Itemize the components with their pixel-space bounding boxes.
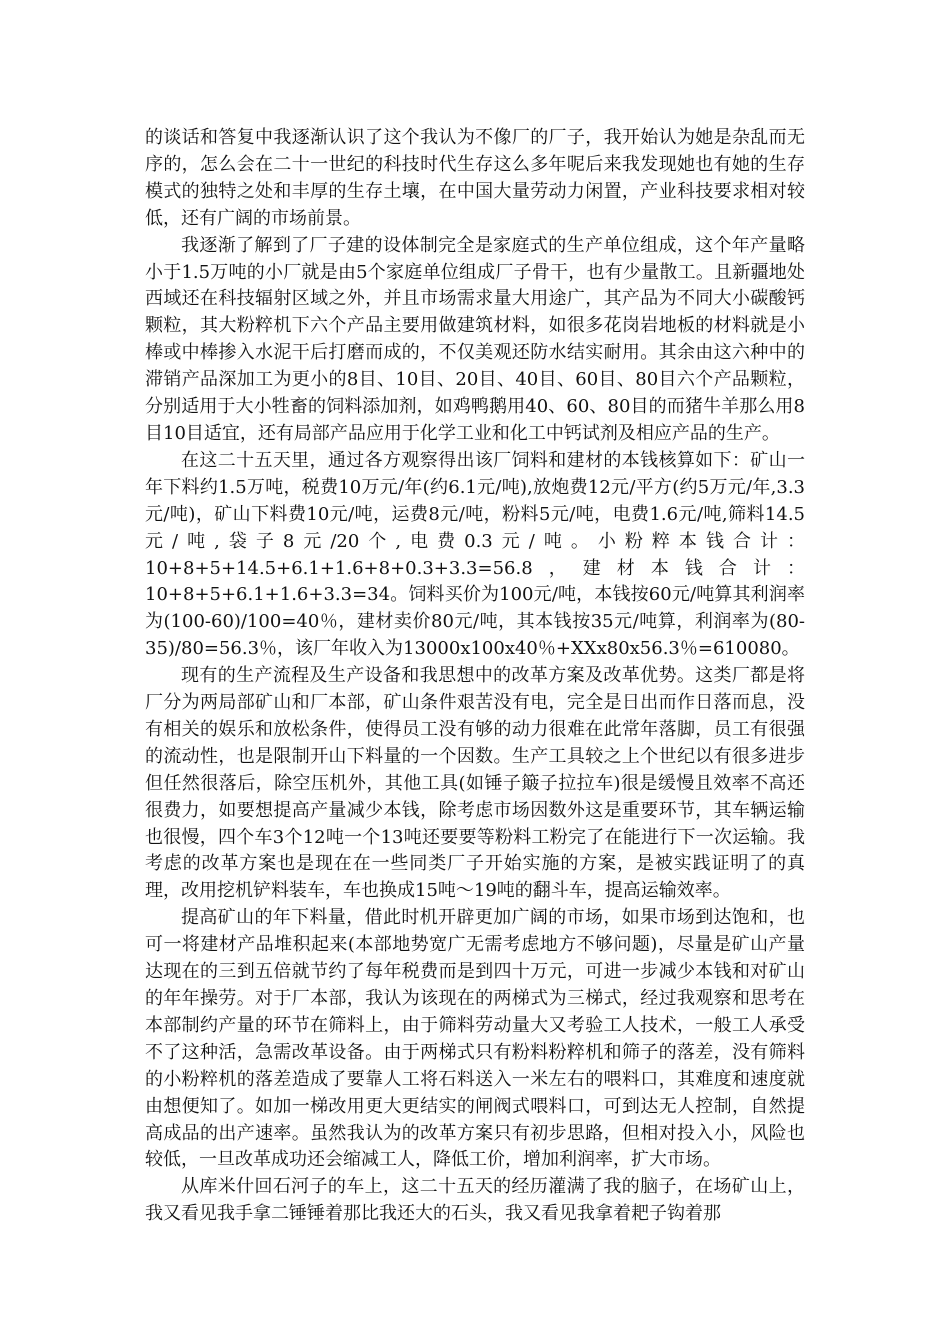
document-body: [145, 125, 805, 1228]
paragraph-cost-accounting: 在这二十五天里，通过各方观察得出该厂饲料和建材的本钱核算如下：矿山一年下料约1.5万吨，税费10万元/年(约6.1元/吨),放炮费12元/平方(约5万元/年,3.3元/吨)，矿山下料费10元/吨，运费8元/吨，粉料5元/吨，电费1.6元/吨,筛料14.5元/吨,袋子8元/20个,电费0.3元/吨。小粉粹本钱合计：10+8+5+14.5+6.1+1.6+8+0.3+3.3=56.8，建材本钱合计：10+8+5+6.1+1.6+3.3=34。饲料买价为100元/吨，本钱按60元/吨算其利润率为(100-60)/100=40％，建材卖价80元/吨，其本钱按35元/吨算，利润率为(80-35)/80=56.3％，该厂年收入为13000x100x40％+XXx80x56.3％=610080。: [145, 449, 805, 660]
paragraph-continuation: 的谈话和答复中我逐渐认识了这个我认为不像厂的厂子，我开始认为她是杂乱而无序的，怎么会在二十一世纪的科技时代生存这么多年呢后来我发现她也有她的生存模式的独特之处和丰厚的生存土壤，在中国大量劳动力闲置，产业科技要求相对较低，还有广阔的市场前景。: [145, 127, 805, 229]
paragraph-production-process: 现有的生产流程及生产设备和我思想中的改革方案及改革优势。这类厂都是将厂分为两局部矿山和厂本部，矿山条件艰苦没有电，完全是日出而作日落而息，没有相关的娱乐和放松条件，使得员工没有够的动力很难在此常年落脚，员工有很强的流动性，也是限制开山下料量的一个因数。生产工具较之上个世纪以有很多进步但任然很落后，除空压机外，其他工具(如锤子簸子拉拉车)很是缓慢且效率不高还很费力，如要想提高产量减少本钱，除考虑市场因数外这是重要环节，其车辆运输也很慢，四个车3个12吨一个13吨还要要等粉料工粉完了在能进行下一次运输。我考虑的改革方案也是现在在一些同类厂子开始实施的方案，是被实践证明了的真理，改用挖机铲料装车，车也换成15吨～19吨的翻斗车，提高运输效率。: [145, 665, 805, 902]
paragraph-factory-structure: 我逐渐了解到了厂子建的设体制完全是家庭式的生产单位组成，这个年产量略小于1.5万吨的小厂就是由5个家庭单位组成厂子骨干，也有少量散工。且新疆地处西域还在科技辐射区域之外，并且市场需求量大用途广，其产品为不同大小碳酸钙颗粒，其大粉粹机下六个产品主要用做建筑材料，如很多花岗岩地板的材料就是小棒或中棒掺入水泥干后打磨而成的，不仅美观还防水结实耐用。其余由这六种中的滞销产品深加工为更小的8目、10目、20目、40目、60目、80目六个产品颗粒，分别适用于大小牲畜的饲料添加剂，如鸡鸭鹅用40、60、80目的而猪牛羊那么用8目10目适宜，还有局部产品应用于化学工业和化工中钙试剂及相应产品的生产。: [145, 234, 805, 444]
paragraph-reform-plan: 提高矿山的年下料量，借此时机开辟更加广阔的市场，如果市场到达饱和，也可一将建材产品堆积起来(本部地势宽广无需考虑地方不够问题)，尽量是矿山产量达现在的三到五倍就节约了每年税费而是到四十万元，可进一步减少本钱和对矿山的年年操劳。对于厂本部，我认为该现在的两梯式为三梯式，经过我观察和思考在本部制约产量的环节在筛料上，由于筛料劳动量大又考验工人技术，一般工人承受不了这种活，急需改革设备。由于两梯式只有粉料粉粹机和筛子的落差，没有筛料的小粉粹机的落差造成了要靠人工将石料送入一米左右的喂料口，其难度和速度就由想便知了。如加一梯改用更大更结实的闸阀式喂料口，可到达无人控制，自然提高成品的出产速率。虽然我认为的改革方案只有初步思路，但相对投入小，风险也较低，一旦改革成功还会缩减工人，降低工价，增加利润率，扩大市场。: [145, 907, 805, 1171]
paragraph-return-trip: 从库米什回石河子的车上，这二十五天的经历灌满了我的脑子，在场矿山上，我又看见我手拿二锤锤着那比我还大的石头，我又看见我拿着耙子钩着那: [145, 1176, 805, 1225]
